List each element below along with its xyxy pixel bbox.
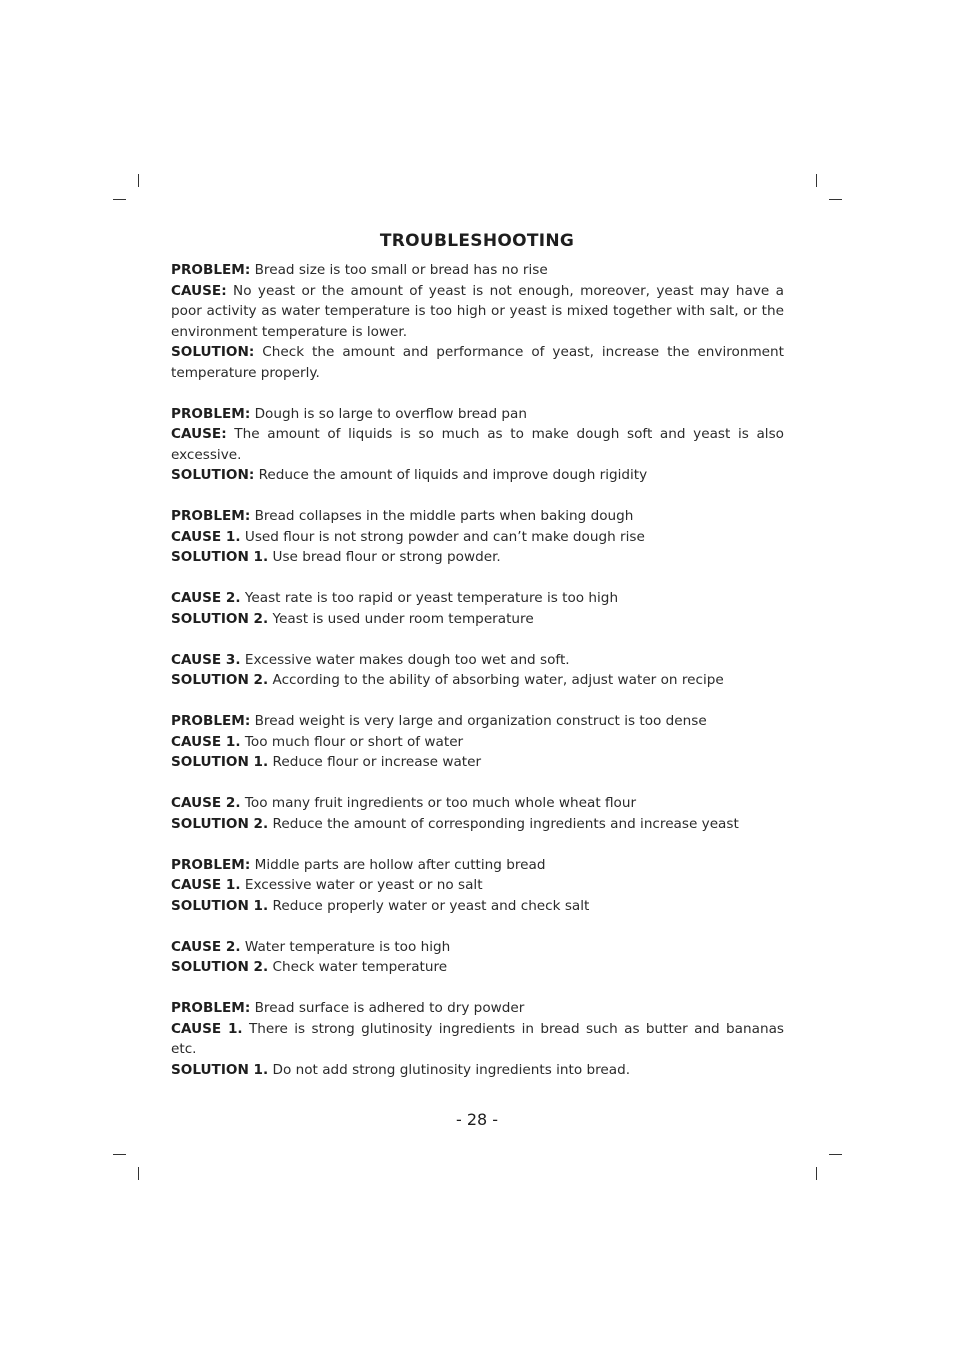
list-item — [171, 998, 784, 1019]
spacer — [171, 629, 784, 650]
list-item — [171, 814, 784, 835]
entry-label: PROBLEM: — [171, 1000, 251, 1016]
spacer — [171, 773, 784, 794]
entry-label: CAUSE: — [171, 426, 227, 442]
list-item — [171, 650, 784, 671]
entry-label: SOLUTION 1. — [171, 897, 269, 914]
list-item — [171, 937, 784, 958]
list-item — [171, 547, 784, 568]
entry-label: PROBLEM: — [171, 856, 251, 873]
entry-label: SOLUTION 2. — [171, 610, 269, 627]
spacer — [171, 383, 784, 404]
entry-text: Check the amount and performance of yeast, increase the environment temperature properly. — [171, 344, 784, 381]
list-item — [171, 732, 784, 753]
entry-label: CAUSE 1. — [171, 1020, 243, 1037]
entry-text: According to the ability of absorbing water, adjust water on recipe — [272, 672, 724, 688]
list-item — [171, 342, 784, 383]
entry-label: SOLUTION: — [171, 344, 255, 360]
entry-text: Bread size is too small or bread has no rise — [254, 262, 548, 278]
list-item — [171, 260, 784, 281]
list-item — [171, 1060, 784, 1081]
entry-text: There is strong glutinosity ingredients in bread such as butter and bananas etc. — [171, 1020, 784, 1057]
entry-text: Bread weight is very large and organization construct is too dense — [254, 713, 707, 729]
list-item — [171, 855, 784, 876]
entry-text: Dough is so large to overflow bread pan — [254, 405, 527, 422]
entry-text: Reduce flour or increase water — [272, 754, 482, 770]
entry-label: SOLUTION: — [171, 467, 255, 483]
entry-label: SOLUTION 2. — [171, 815, 269, 832]
list-item — [171, 711, 784, 732]
entry-label: CAUSE 1. — [171, 877, 241, 893]
entry-label: CAUSE 2. — [171, 795, 241, 811]
entry-label: PROBLEM: — [171, 713, 251, 729]
list-item — [171, 609, 784, 630]
entry-label: CAUSE 2. — [171, 938, 241, 955]
crop-mark-bottom-left-vertical — [138, 1167, 139, 1180]
list-item — [171, 752, 784, 773]
list-item — [171, 896, 784, 917]
entry-label: CAUSE 1. — [171, 528, 241, 545]
list-item — [171, 957, 784, 978]
list-item — [171, 506, 784, 527]
spacer — [171, 978, 784, 999]
spacer — [171, 691, 784, 712]
entry-text: Bread surface is adhered to dry powder — [254, 1000, 525, 1016]
entry-text: Too many fruit ingredients or too much whole wheat flour — [244, 795, 637, 811]
list-item — [171, 465, 784, 486]
entry-label: PROBLEM: — [171, 508, 251, 524]
entry-text: The amount of liquids is so much as to make dough soft and yeast is also excessive. — [171, 426, 784, 463]
entry-label: SOLUTION 1. — [171, 754, 269, 770]
entry-text: Water temperature is too high — [244, 938, 451, 955]
entry-text: Middle parts are hollow after cutting bread — [254, 856, 546, 873]
entry-label: PROBLEM: — [171, 262, 251, 278]
entry-label: SOLUTION 2. — [171, 959, 269, 975]
list-item — [171, 1019, 784, 1060]
entry-label: SOLUTION 1. — [171, 549, 269, 565]
list-item — [171, 588, 784, 609]
list-item — [171, 404, 784, 425]
list-item — [171, 793, 784, 814]
entry-text: Reduce the amount of corresponding ingredients and increase yeast — [272, 815, 739, 832]
entry-text: Used flour is not strong powder and can’t make dough rise — [244, 528, 645, 545]
entry-text: Excessive water makes dough too wet and soft. — [244, 651, 570, 668]
entry-label: CAUSE 3. — [171, 651, 241, 668]
entry-label: SOLUTION 2. — [171, 672, 269, 688]
spacer — [171, 916, 784, 937]
page-number: - 28 - — [455, 1110, 499, 1129]
list-item — [171, 875, 784, 896]
crop-mark-bottom-right-vertical — [816, 1167, 817, 1180]
crop-mark-bottom-left-horizontal — [113, 1154, 126, 1155]
troubleshooting-list — [171, 260, 784, 1080]
entry-text: Yeast is used under room temperature — [272, 610, 534, 627]
crop-mark-top-left-vertical — [138, 174, 139, 187]
entry-label: SOLUTION 1. — [171, 1061, 269, 1078]
page-title: TROUBLESHOOTING — [379, 231, 575, 251]
spacer — [171, 486, 784, 507]
entry-text: Reduce the amount of liquids and improve dough rigidity — [258, 467, 648, 483]
list-item — [171, 527, 784, 548]
entry-text: Too much flour or short of water — [244, 733, 464, 750]
entry-text: No yeast or the amount of yeast is not enough, moreover, yeast may have a poor activity as water temperature is too high or yeast is mixed together with salt, or the environment temperature is lower. — [171, 282, 784, 340]
entry-text: Use bread flour or strong powder. — [272, 549, 501, 565]
spacer — [171, 834, 784, 855]
list-item — [171, 424, 784, 465]
entry-label: CAUSE 1. — [171, 733, 241, 750]
entry-text: Do not add strong glutinosity ingredients into bread. — [272, 1061, 631, 1078]
entry-text: Check water temperature — [272, 959, 448, 975]
list-item — [171, 281, 784, 343]
crop-mark-top-right-vertical — [816, 174, 817, 187]
entry-label: CAUSE: — [171, 282, 227, 299]
entry-label: PROBLEM: — [171, 405, 251, 422]
crop-mark-bottom-right-horizontal — [829, 1154, 842, 1155]
entry-text: Reduce properly water or yeast and check salt — [272, 897, 590, 914]
list-item — [171, 670, 784, 691]
spacer — [171, 568, 784, 589]
entry-label: CAUSE 2. — [171, 590, 241, 606]
crop-mark-top-right-horizontal — [829, 199, 842, 200]
entry-text: Bread collapses in the middle parts when baking dough — [254, 508, 634, 524]
entry-text: Excessive water or yeast or no salt — [244, 877, 483, 893]
entry-text: Yeast rate is too rapid or yeast temperature is too high — [244, 590, 619, 606]
crop-mark-top-left-horizontal — [113, 199, 126, 200]
